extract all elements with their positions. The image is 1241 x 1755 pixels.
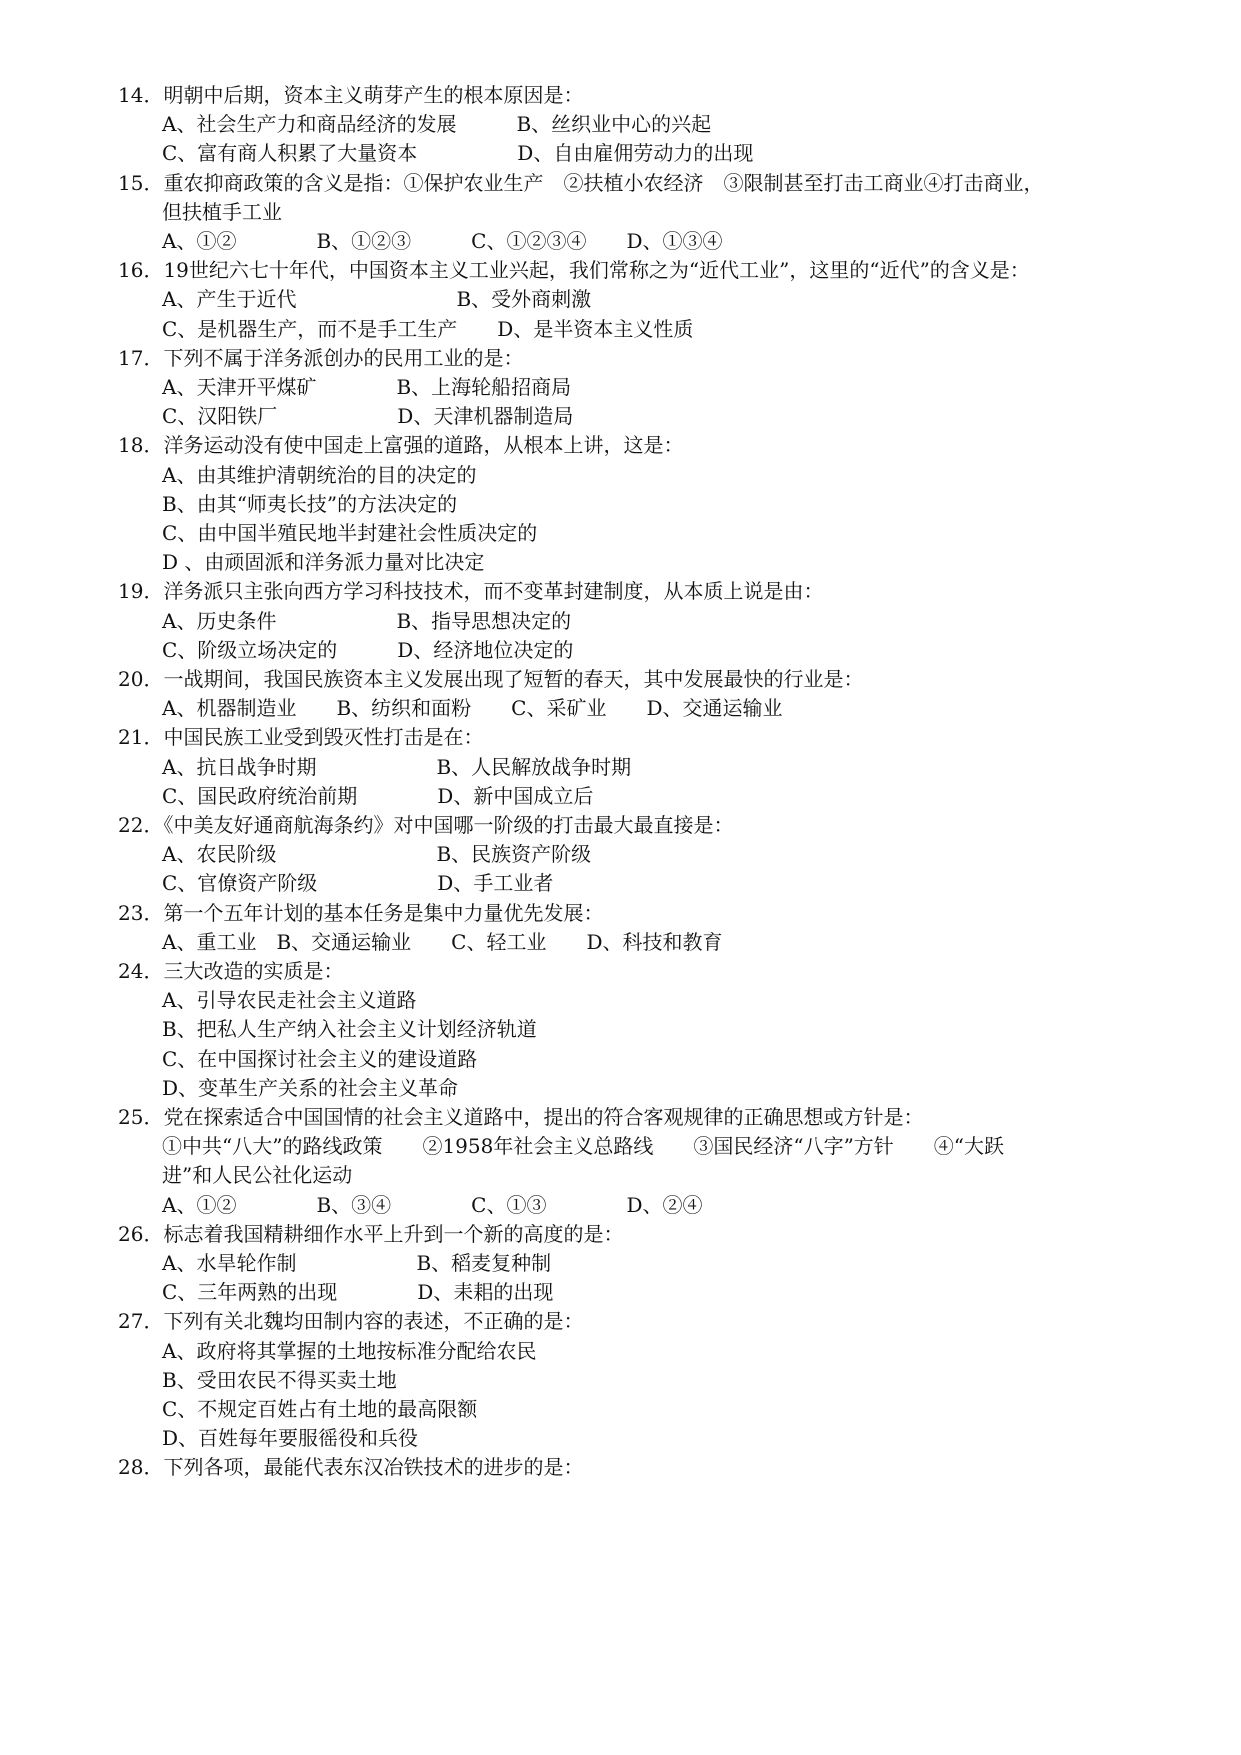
question-stem-continuation: ①中共“八大”的路线政策 ②1958年社会主义总路线 ③国民经济“八字”方针 ④“大跃 bbox=[162, 1134, 1005, 1159]
answer-options: A、机器制造业 B、纺织和面粉 C、采矿业 D、交通运输业 bbox=[162, 696, 783, 721]
answer-options: A、①② B、①②③ C、①②③④ D、①③④ bbox=[162, 229, 723, 253]
answer-options: A、由其维护清朝统治的目的决定的 bbox=[162, 462, 477, 487]
answer-options: A、政府将其掌握的土地按标准分配给农民 bbox=[162, 1338, 537, 1363]
question-stem: 24．三大改造的实质是： bbox=[118, 959, 344, 983]
question-stem: 17．下列不属于洋务派创办的民用工业的是： bbox=[118, 345, 524, 370]
answer-options: D 、由顽固派和洋务派力量对比决定 bbox=[162, 550, 485, 575]
answer-options: C、三年两熟的出现 D、耒耜的出现 bbox=[162, 1280, 554, 1305]
question-stem: 18．洋务运动没有使中国走上富强的道路，从根本上讲，这是： bbox=[118, 433, 684, 458]
answer-options: C、在中国探讨社会主义的建设道路 bbox=[162, 1046, 478, 1071]
answer-options: A、历史条件 B、指导思想决定的 bbox=[162, 608, 572, 633]
question-stem: 19．洋务派只主张向西方学习科技技术，而不变革封建制度，从本质上说是由： bbox=[118, 579, 824, 604]
answer-options: A、水旱轮作制 B、稻麦复种制 bbox=[162, 1251, 552, 1275]
answer-options: A、产生于近代 B、受外商刺激 bbox=[162, 287, 592, 312]
question-stem: 25．党在探索适合中国国情的社会主义道路中，提出的符合客观规律的正确思想或方针是： bbox=[118, 1105, 924, 1129]
question-stem-continuation: 但扶植手工业 bbox=[162, 199, 282, 224]
answer-options: C、是机器生产，而不是手工生产 D、是半资本主义性质 bbox=[162, 316, 694, 341]
question-stem: 22．《中美友好通商航海条约》对中国哪一阶级的打击最大最直接是： bbox=[118, 813, 734, 837]
question-stem: 21．中国民族工业受到毁灭性打击是在： bbox=[118, 725, 484, 750]
answer-options: B、受田农民不得买卖土地 bbox=[162, 1367, 397, 1392]
answer-options: A、抗日战争时期 B、人民解放战争时期 bbox=[162, 754, 632, 779]
question-stem-continuation: 进”和人民公社化运动 bbox=[162, 1163, 353, 1188]
question-stem: 14．明朝中后期，资本主义萌芽产生的根本原因是： bbox=[118, 83, 584, 107]
answer-options: A、社会生产力和商品经济的发展 B、丝织业中心的兴起 bbox=[162, 112, 712, 137]
answer-options: D、变革生产关系的社会主义革命 bbox=[162, 1075, 459, 1100]
question-stem: 28．下列各项，最能代表东汉冶铁技术的进步的是： bbox=[118, 1455, 584, 1480]
answer-options: C、国民政府统治前期 D、新中国成立后 bbox=[162, 783, 594, 808]
answer-options: C、不规定百姓占有土地的最高限额 bbox=[162, 1397, 478, 1421]
answer-options: C、官僚资产阶级 D、手工业者 bbox=[162, 871, 554, 896]
question-stem: 26．标志着我国精耕细作水平上升到一个新的高度的是： bbox=[118, 1221, 624, 1246]
question-stem: 23．第一个五年计划的基本任务是集中力量优先发展： bbox=[118, 900, 604, 925]
answer-options: B、把私人生产纳入社会主义计划经济轨道 bbox=[162, 1017, 537, 1042]
answer-options: D、百姓每年要服徭役和兵役 bbox=[162, 1426, 419, 1451]
answer-options: A、引导农民走社会主义道路 bbox=[162, 988, 417, 1013]
question-stem: 20．一战期间，我国民族资本主义发展出现了短暂的春天，其中发展最快的行业是： bbox=[118, 667, 864, 691]
answer-options: C、汉阳铁厂 D、天津机器制造局 bbox=[162, 404, 574, 429]
answer-options: A、天津开平煤矿 B、上海轮船招商局 bbox=[162, 375, 572, 399]
answer-options: A、①② B、③④ C、①③ D、②④ bbox=[162, 1192, 703, 1217]
question-stem: 15．重农抑商政策的含义是指：①保护农业生产 ②扶植小农经济 ③限制甚至打击工商业④打击商业， bbox=[118, 170, 1044, 195]
answer-options: C、由中国半殖民地半封建社会性质决定的 bbox=[162, 521, 538, 545]
answer-options: C、富有商人积累了大量资本 D、自由雇佣劳动力的出现 bbox=[162, 141, 754, 166]
question-stem: 27．下列有关北魏均田制内容的表述，不正确的是： bbox=[118, 1309, 584, 1334]
answer-options: C、阶级立场决定的 D、经济地位决定的 bbox=[162, 637, 574, 662]
question-stem: 16．19世纪六七十年代，中国资本主义工业兴起，我们常称之为“近代工业”，这里的“近代”的含义是： bbox=[118, 258, 1030, 283]
answer-options: A、农民阶级 B、民族资产阶级 bbox=[162, 842, 592, 867]
answer-options: A、重工业 B、交通运输业 C、轻工业 D、科技和教育 bbox=[162, 929, 723, 954]
answer-options: B、由其“师夷长技”的方法决定的 bbox=[162, 491, 458, 516]
